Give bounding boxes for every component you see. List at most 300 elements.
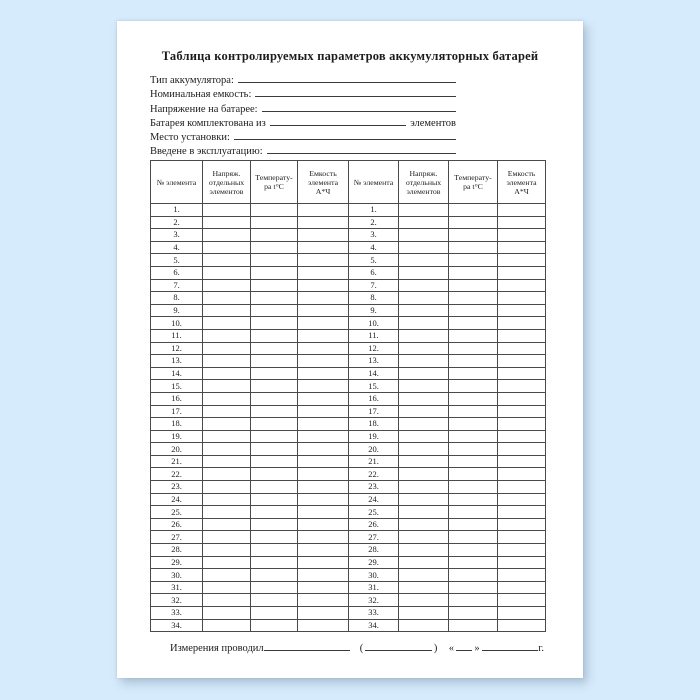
empty-cell xyxy=(449,266,498,279)
empty-cell xyxy=(399,279,449,292)
empty-cell xyxy=(203,355,251,368)
empty-cell xyxy=(399,266,449,279)
fill-in-line xyxy=(267,143,456,154)
empty-cell xyxy=(449,607,498,620)
quote-open: « xyxy=(448,643,454,654)
empty-cell xyxy=(498,430,546,443)
row-number-cell: 29. xyxy=(349,556,399,569)
row-number-cell: 26. xyxy=(349,518,399,531)
table-row xyxy=(151,204,546,217)
fill-in-line xyxy=(255,86,456,97)
empty-cell xyxy=(399,569,449,582)
empty-cell xyxy=(449,443,498,456)
empty-cell xyxy=(298,204,349,217)
fill-in-line xyxy=(270,115,406,126)
empty-cell xyxy=(399,506,449,519)
empty-cell xyxy=(298,229,349,242)
empty-cell xyxy=(449,405,498,418)
parameters-table xyxy=(150,160,546,632)
row-number-cell: 34. xyxy=(349,619,399,632)
empty-cell xyxy=(449,254,498,267)
fill-in-line xyxy=(238,72,456,83)
row-number-cell: 6. xyxy=(349,266,399,279)
table-row xyxy=(151,317,546,330)
empty-cell xyxy=(203,367,251,380)
empty-cell xyxy=(399,581,449,594)
empty-cell xyxy=(203,544,251,557)
row-number-cell: 34. xyxy=(151,619,203,632)
empty-cell xyxy=(251,544,298,557)
field-installation-place xyxy=(150,129,456,143)
table-row xyxy=(151,254,546,267)
empty-cell xyxy=(498,443,546,456)
empty-cell xyxy=(203,254,251,267)
empty-cell xyxy=(399,204,449,217)
empty-cell xyxy=(399,518,449,531)
header-voltage: Напряж. отдельных элементов xyxy=(203,161,251,204)
empty-cell xyxy=(498,506,546,519)
row-number-cell: 31. xyxy=(151,581,203,594)
empty-cell xyxy=(399,493,449,506)
empty-cell xyxy=(498,455,546,468)
empty-cell xyxy=(298,544,349,557)
row-number-cell: 9. xyxy=(151,304,203,317)
empty-cell xyxy=(203,556,251,569)
row-number-cell: 26. xyxy=(151,518,203,531)
row-number-cell: 10. xyxy=(151,317,203,330)
empty-cell xyxy=(498,342,546,355)
empty-cell xyxy=(298,619,349,632)
header-element-number: № элемента xyxy=(151,161,203,204)
table-row xyxy=(151,241,546,254)
table-row xyxy=(151,342,546,355)
empty-cell xyxy=(203,581,251,594)
field-battery-voltage xyxy=(150,101,456,115)
field-battery-type xyxy=(150,72,456,86)
empty-cell xyxy=(498,380,546,393)
empty-cell xyxy=(399,367,449,380)
empty-cell xyxy=(498,392,546,405)
row-number-cell: 22. xyxy=(349,468,399,481)
empty-cell xyxy=(298,254,349,267)
table-row xyxy=(151,329,546,342)
empty-cell xyxy=(399,216,449,229)
table-body xyxy=(151,204,546,632)
row-number-cell: 30. xyxy=(349,569,399,582)
empty-cell xyxy=(449,531,498,544)
empty-cell xyxy=(298,518,349,531)
empty-cell xyxy=(251,481,298,494)
empty-cell xyxy=(251,619,298,632)
fill-in-line xyxy=(262,101,456,112)
empty-cell xyxy=(251,506,298,519)
empty-cell xyxy=(298,581,349,594)
empty-cell xyxy=(298,556,349,569)
header-voltage: Напряж. отдельных элементов xyxy=(399,161,449,204)
empty-cell xyxy=(298,594,349,607)
field-label: Батарея комплектована из xyxy=(150,117,266,129)
empty-cell xyxy=(449,430,498,443)
empty-cell xyxy=(298,506,349,519)
form-fields xyxy=(150,72,456,158)
empty-cell xyxy=(203,317,251,330)
row-number-cell: 32. xyxy=(349,594,399,607)
signature-decipher-line xyxy=(365,640,432,651)
empty-cell xyxy=(251,304,298,317)
field-commissioned-date xyxy=(150,143,456,157)
row-number-cell: 10. xyxy=(349,317,399,330)
row-number-cell: 15. xyxy=(151,380,203,393)
empty-cell xyxy=(399,481,449,494)
empty-cell xyxy=(298,430,349,443)
row-number-cell: 4. xyxy=(349,241,399,254)
empty-cell xyxy=(203,418,251,431)
empty-cell xyxy=(251,367,298,380)
empty-cell xyxy=(399,443,449,456)
empty-cell xyxy=(203,481,251,494)
empty-cell xyxy=(298,405,349,418)
empty-cell xyxy=(298,455,349,468)
empty-cell xyxy=(251,229,298,242)
row-number-cell: 30. xyxy=(151,569,203,582)
paper-sheet xyxy=(117,21,583,678)
empty-cell xyxy=(203,392,251,405)
empty-cell xyxy=(498,468,546,481)
empty-cell xyxy=(498,292,546,305)
table-row xyxy=(151,455,546,468)
empty-cell xyxy=(449,329,498,342)
row-number-cell: 14. xyxy=(151,367,203,380)
row-number-cell: 18. xyxy=(349,418,399,431)
page-title: Таблица контролируемых параметров аккумуляторных батарей xyxy=(161,49,539,63)
row-number-cell: 11. xyxy=(349,329,399,342)
empty-cell xyxy=(498,329,546,342)
row-number-cell: 19. xyxy=(349,430,399,443)
empty-cell xyxy=(498,204,546,217)
empty-cell xyxy=(298,493,349,506)
row-number-cell: 15. xyxy=(349,380,399,393)
field-label: Тип аккумулятора: xyxy=(150,75,234,86)
empty-cell xyxy=(498,531,546,544)
row-number-cell: 5. xyxy=(151,254,203,267)
row-number-cell: 21. xyxy=(349,455,399,468)
field-label: Место установки: xyxy=(150,132,230,144)
table-row xyxy=(151,544,546,557)
empty-cell xyxy=(399,342,449,355)
row-number-cell: 18. xyxy=(151,418,203,431)
empty-cell xyxy=(203,619,251,632)
empty-cell xyxy=(399,607,449,620)
empty-cell xyxy=(203,531,251,544)
empty-cell xyxy=(251,443,298,456)
quote-close: » xyxy=(474,643,480,654)
empty-cell xyxy=(449,455,498,468)
empty-cell xyxy=(498,418,546,431)
empty-cell xyxy=(203,292,251,305)
empty-cell xyxy=(203,430,251,443)
empty-cell xyxy=(399,455,449,468)
signature-name-line xyxy=(264,640,351,651)
row-number-cell: 32. xyxy=(151,594,203,607)
empty-cell xyxy=(498,304,546,317)
date-month-line xyxy=(482,640,539,651)
empty-cell xyxy=(399,355,449,368)
table-row xyxy=(151,569,546,582)
empty-cell xyxy=(498,317,546,330)
empty-cell xyxy=(498,594,546,607)
empty-cell xyxy=(251,292,298,305)
footer-label: Измерения проводил xyxy=(170,643,264,654)
empty-cell xyxy=(298,367,349,380)
empty-cell xyxy=(298,241,349,254)
fill-in-line xyxy=(234,129,456,140)
empty-cell xyxy=(251,430,298,443)
empty-cell xyxy=(298,607,349,620)
empty-cell xyxy=(449,556,498,569)
empty-cell xyxy=(298,216,349,229)
field-label: Напряжение на батарее: xyxy=(150,103,258,115)
empty-cell xyxy=(498,607,546,620)
empty-cell xyxy=(449,619,498,632)
row-number-cell: 21. xyxy=(151,455,203,468)
field-label: Введене в эксплуатацию: xyxy=(150,146,263,158)
empty-cell xyxy=(251,216,298,229)
empty-cell xyxy=(251,392,298,405)
header-capacity: Емкость элемента А*Ч xyxy=(298,161,349,204)
year-suffix: г. xyxy=(538,643,545,654)
empty-cell xyxy=(399,229,449,242)
empty-cell xyxy=(449,518,498,531)
row-number-cell: 27. xyxy=(151,531,203,544)
row-number-cell: 1. xyxy=(349,204,399,217)
empty-cell xyxy=(498,229,546,242)
empty-cell xyxy=(399,544,449,557)
row-number-cell: 2. xyxy=(151,216,203,229)
empty-cell xyxy=(298,392,349,405)
empty-cell xyxy=(251,556,298,569)
empty-cell xyxy=(449,355,498,368)
empty-cell xyxy=(399,418,449,431)
empty-cell xyxy=(399,392,449,405)
empty-cell xyxy=(498,518,546,531)
empty-cell xyxy=(449,279,498,292)
empty-cell xyxy=(251,531,298,544)
header-element-number: № элемента xyxy=(349,161,399,204)
row-number-cell: 2. xyxy=(349,216,399,229)
row-number-cell: 33. xyxy=(151,607,203,620)
empty-cell xyxy=(203,506,251,519)
row-number-cell: 24. xyxy=(151,493,203,506)
empty-cell xyxy=(449,569,498,582)
empty-cell xyxy=(498,266,546,279)
empty-cell xyxy=(298,355,349,368)
empty-cell xyxy=(203,455,251,468)
empty-cell xyxy=(251,254,298,267)
empty-cell xyxy=(298,569,349,582)
table-row xyxy=(151,607,546,620)
table-row xyxy=(151,506,546,519)
empty-cell xyxy=(498,493,546,506)
empty-cell xyxy=(251,266,298,279)
table-row xyxy=(151,468,546,481)
row-number-cell: 20. xyxy=(151,443,203,456)
empty-cell xyxy=(498,216,546,229)
empty-cell xyxy=(203,216,251,229)
row-number-cell: 25. xyxy=(349,506,399,519)
table-row xyxy=(151,581,546,594)
empty-cell xyxy=(449,544,498,557)
empty-cell xyxy=(251,380,298,393)
empty-cell xyxy=(449,581,498,594)
empty-cell xyxy=(251,418,298,431)
header-temperature: Температу-ра t°C xyxy=(449,161,498,204)
empty-cell xyxy=(298,317,349,330)
date-day-line xyxy=(456,640,472,651)
empty-cell xyxy=(449,216,498,229)
table-row xyxy=(151,405,546,418)
empty-cell xyxy=(449,304,498,317)
row-number-cell: 27. xyxy=(349,531,399,544)
empty-cell xyxy=(251,607,298,620)
row-number-cell: 17. xyxy=(349,405,399,418)
table-row xyxy=(151,493,546,506)
empty-cell xyxy=(298,531,349,544)
empty-cell xyxy=(498,556,546,569)
table-row xyxy=(151,380,546,393)
empty-cell xyxy=(298,380,349,393)
empty-cell xyxy=(449,380,498,393)
empty-cell xyxy=(203,493,251,506)
empty-cell xyxy=(203,266,251,279)
row-number-cell: 20. xyxy=(349,443,399,456)
paren-close: ) xyxy=(433,643,438,654)
table-row xyxy=(151,216,546,229)
empty-cell xyxy=(251,405,298,418)
empty-cell xyxy=(251,279,298,292)
table-row xyxy=(151,418,546,431)
empty-cell xyxy=(399,254,449,267)
empty-cell xyxy=(203,279,251,292)
empty-cell xyxy=(203,607,251,620)
table-row xyxy=(151,229,546,242)
table-row xyxy=(151,279,546,292)
empty-cell xyxy=(498,405,546,418)
row-number-cell: 13. xyxy=(349,355,399,368)
empty-cell xyxy=(298,329,349,342)
table-row xyxy=(151,619,546,632)
empty-cell xyxy=(203,518,251,531)
row-number-cell: 7. xyxy=(349,279,399,292)
empty-cell xyxy=(251,342,298,355)
signature-footer xyxy=(170,640,544,654)
row-number-cell: 11. xyxy=(151,329,203,342)
table-row xyxy=(151,443,546,456)
empty-cell xyxy=(399,380,449,393)
empty-cell xyxy=(203,443,251,456)
row-number-cell: 14. xyxy=(349,367,399,380)
field-suffix: элементов xyxy=(410,117,456,129)
row-number-cell: 16. xyxy=(349,392,399,405)
empty-cell xyxy=(251,241,298,254)
row-number-cell: 8. xyxy=(151,292,203,305)
empty-cell xyxy=(203,569,251,582)
empty-cell xyxy=(251,204,298,217)
empty-cell xyxy=(251,493,298,506)
empty-cell xyxy=(399,317,449,330)
empty-cell xyxy=(203,304,251,317)
row-number-cell: 19. xyxy=(151,430,203,443)
empty-cell xyxy=(449,594,498,607)
empty-cell xyxy=(399,430,449,443)
row-number-cell: 23. xyxy=(349,481,399,494)
empty-cell xyxy=(298,418,349,431)
empty-cell xyxy=(449,367,498,380)
table-row xyxy=(151,430,546,443)
row-number-cell: 17. xyxy=(151,405,203,418)
field-nominal-capacity xyxy=(150,86,456,100)
empty-cell xyxy=(449,292,498,305)
empty-cell xyxy=(399,329,449,342)
row-number-cell: 5. xyxy=(349,254,399,267)
row-number-cell: 1. xyxy=(151,204,203,217)
row-number-cell: 28. xyxy=(151,544,203,557)
empty-cell xyxy=(399,292,449,305)
row-number-cell: 6. xyxy=(151,266,203,279)
empty-cell xyxy=(203,468,251,481)
table-header-row xyxy=(151,161,546,204)
empty-cell xyxy=(399,468,449,481)
empty-cell xyxy=(298,279,349,292)
empty-cell xyxy=(203,405,251,418)
table-row xyxy=(151,392,546,405)
empty-cell xyxy=(498,544,546,557)
empty-cell xyxy=(298,342,349,355)
empty-cell xyxy=(449,418,498,431)
table-row xyxy=(151,594,546,607)
empty-cell xyxy=(203,594,251,607)
empty-cell xyxy=(498,569,546,582)
row-number-cell: 12. xyxy=(349,342,399,355)
row-number-cell: 3. xyxy=(349,229,399,242)
table-row xyxy=(151,367,546,380)
empty-cell xyxy=(449,229,498,242)
empty-cell xyxy=(498,481,546,494)
empty-cell xyxy=(498,367,546,380)
empty-cell xyxy=(449,506,498,519)
empty-cell xyxy=(251,455,298,468)
empty-cell xyxy=(449,468,498,481)
row-number-cell: 3. xyxy=(151,229,203,242)
row-number-cell: 7. xyxy=(151,279,203,292)
empty-cell xyxy=(449,342,498,355)
empty-cell xyxy=(251,355,298,368)
empty-cell xyxy=(449,392,498,405)
empty-cell xyxy=(203,229,251,242)
empty-cell xyxy=(298,468,349,481)
empty-cell xyxy=(399,594,449,607)
empty-cell xyxy=(251,468,298,481)
empty-cell xyxy=(399,556,449,569)
row-number-cell: 13. xyxy=(151,355,203,368)
empty-cell xyxy=(449,317,498,330)
empty-cell xyxy=(449,481,498,494)
row-number-cell: 8. xyxy=(349,292,399,305)
empty-cell xyxy=(203,204,251,217)
empty-cell xyxy=(203,329,251,342)
empty-cell xyxy=(251,329,298,342)
empty-cell xyxy=(449,204,498,217)
row-number-cell: 4. xyxy=(151,241,203,254)
